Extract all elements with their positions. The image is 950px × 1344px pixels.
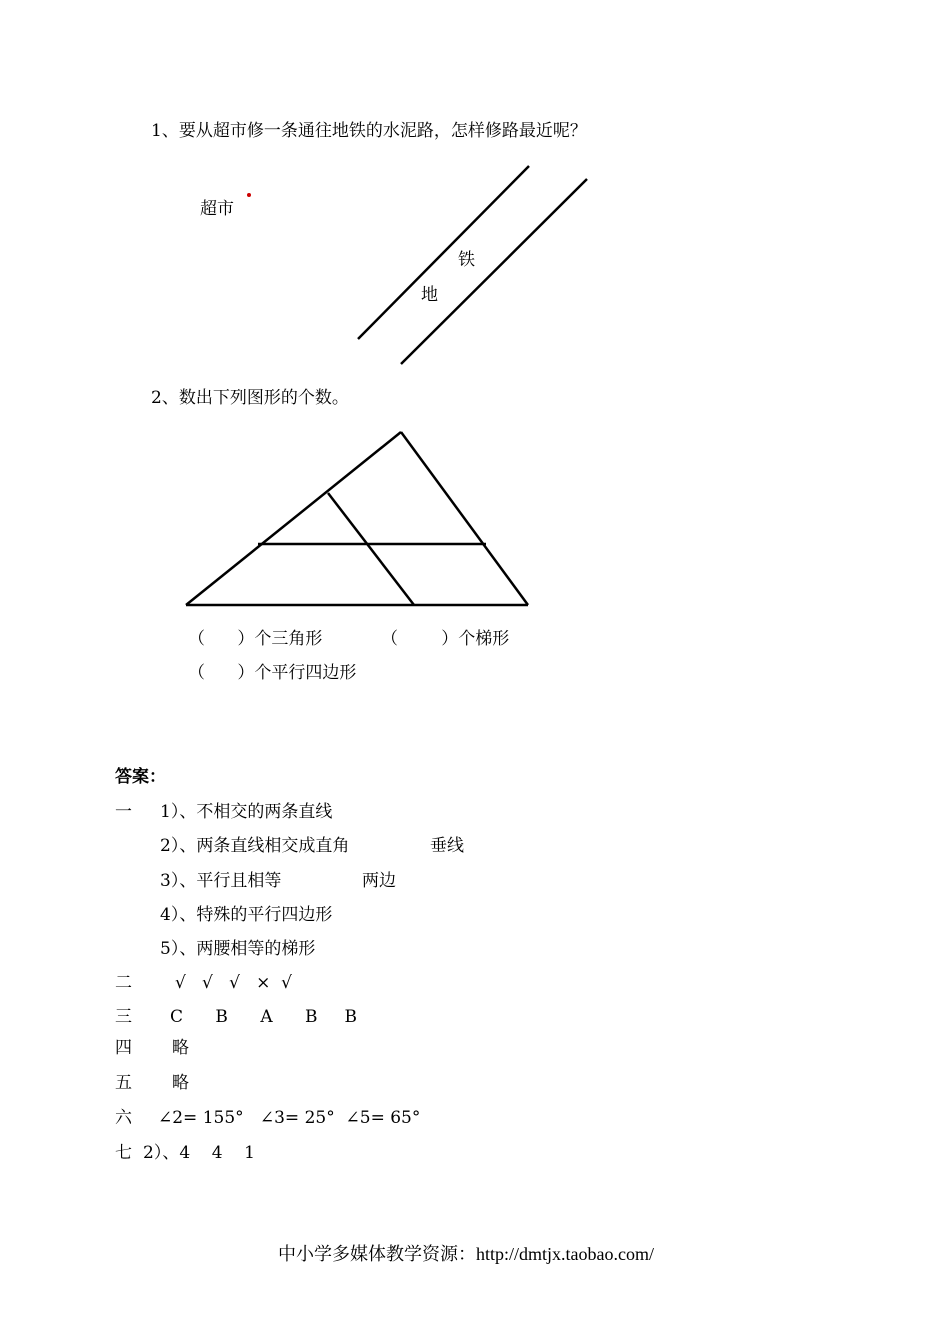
footer-text: 中小学多媒体教学资源：http://dmtjx.taobao.com/ (278, 1244, 654, 1264)
count-triangles: （ ）个三角形 (188, 629, 323, 649)
answer-label-san: 三 (115, 1007, 132, 1027)
answer-san-value: C B A B B (170, 1007, 358, 1027)
answer-liu-value: ∠2= 155° ∠3= 25° ∠5= 65° (158, 1108, 421, 1128)
label-supermarket: 超市 (200, 199, 234, 219)
answers-title: 答案： (115, 767, 166, 787)
question-2-text: 2、数出下列图形的个数。 (151, 388, 349, 408)
answer-qi-value: 2）、4 4 1 (143, 1143, 255, 1163)
answer-yi-item-3: 3）、平行且相等 (160, 871, 282, 891)
triangle-left-side (186, 432, 401, 605)
count-trapezoids: （ ）个梯形 (381, 629, 510, 649)
answer-label-qi: 七 (115, 1143, 132, 1163)
answer-yi-item-2: 2）、两条直线相交成直角 (160, 836, 350, 856)
answer-yi-item-2-extra: 垂线 (430, 836, 464, 856)
count-parallelograms: （ ）个平行四边形 (188, 663, 357, 683)
subway-line-lower (401, 179, 587, 364)
answer-wu-value: 略 (172, 1073, 189, 1093)
answer-yi-item-4: 4）、特殊的平行四边形 (160, 905, 333, 925)
answer-label-er: 二 (115, 973, 132, 993)
answer-yi-item-5: 5）、两腰相等的梯形 (160, 939, 316, 959)
question-1-text: 1、要从超市修一条通往地铁的水泥路，怎样修路最近呢？ (151, 121, 587, 141)
answer-label-yi: 一 (115, 802, 132, 822)
supermarket-point (247, 193, 251, 197)
label-tie: 铁 (458, 250, 475, 270)
answer-label-liu: 六 (115, 1108, 132, 1128)
answer-si-value: 略 (172, 1038, 189, 1058)
triangle-right-side (401, 432, 528, 605)
triangle-inner-line (328, 493, 414, 605)
subway-line-upper (358, 166, 529, 339)
answer-label-wu: 五 (115, 1073, 132, 1093)
answer-er-value: √ √ √ × √ (175, 973, 293, 993)
answer-yi-item-3-extra: 两边 (362, 871, 396, 891)
answer-yi-item-1: 1）、不相交的两条直线 (160, 802, 333, 822)
label-di: 地 (421, 285, 438, 305)
answer-label-si: 四 (115, 1038, 132, 1058)
